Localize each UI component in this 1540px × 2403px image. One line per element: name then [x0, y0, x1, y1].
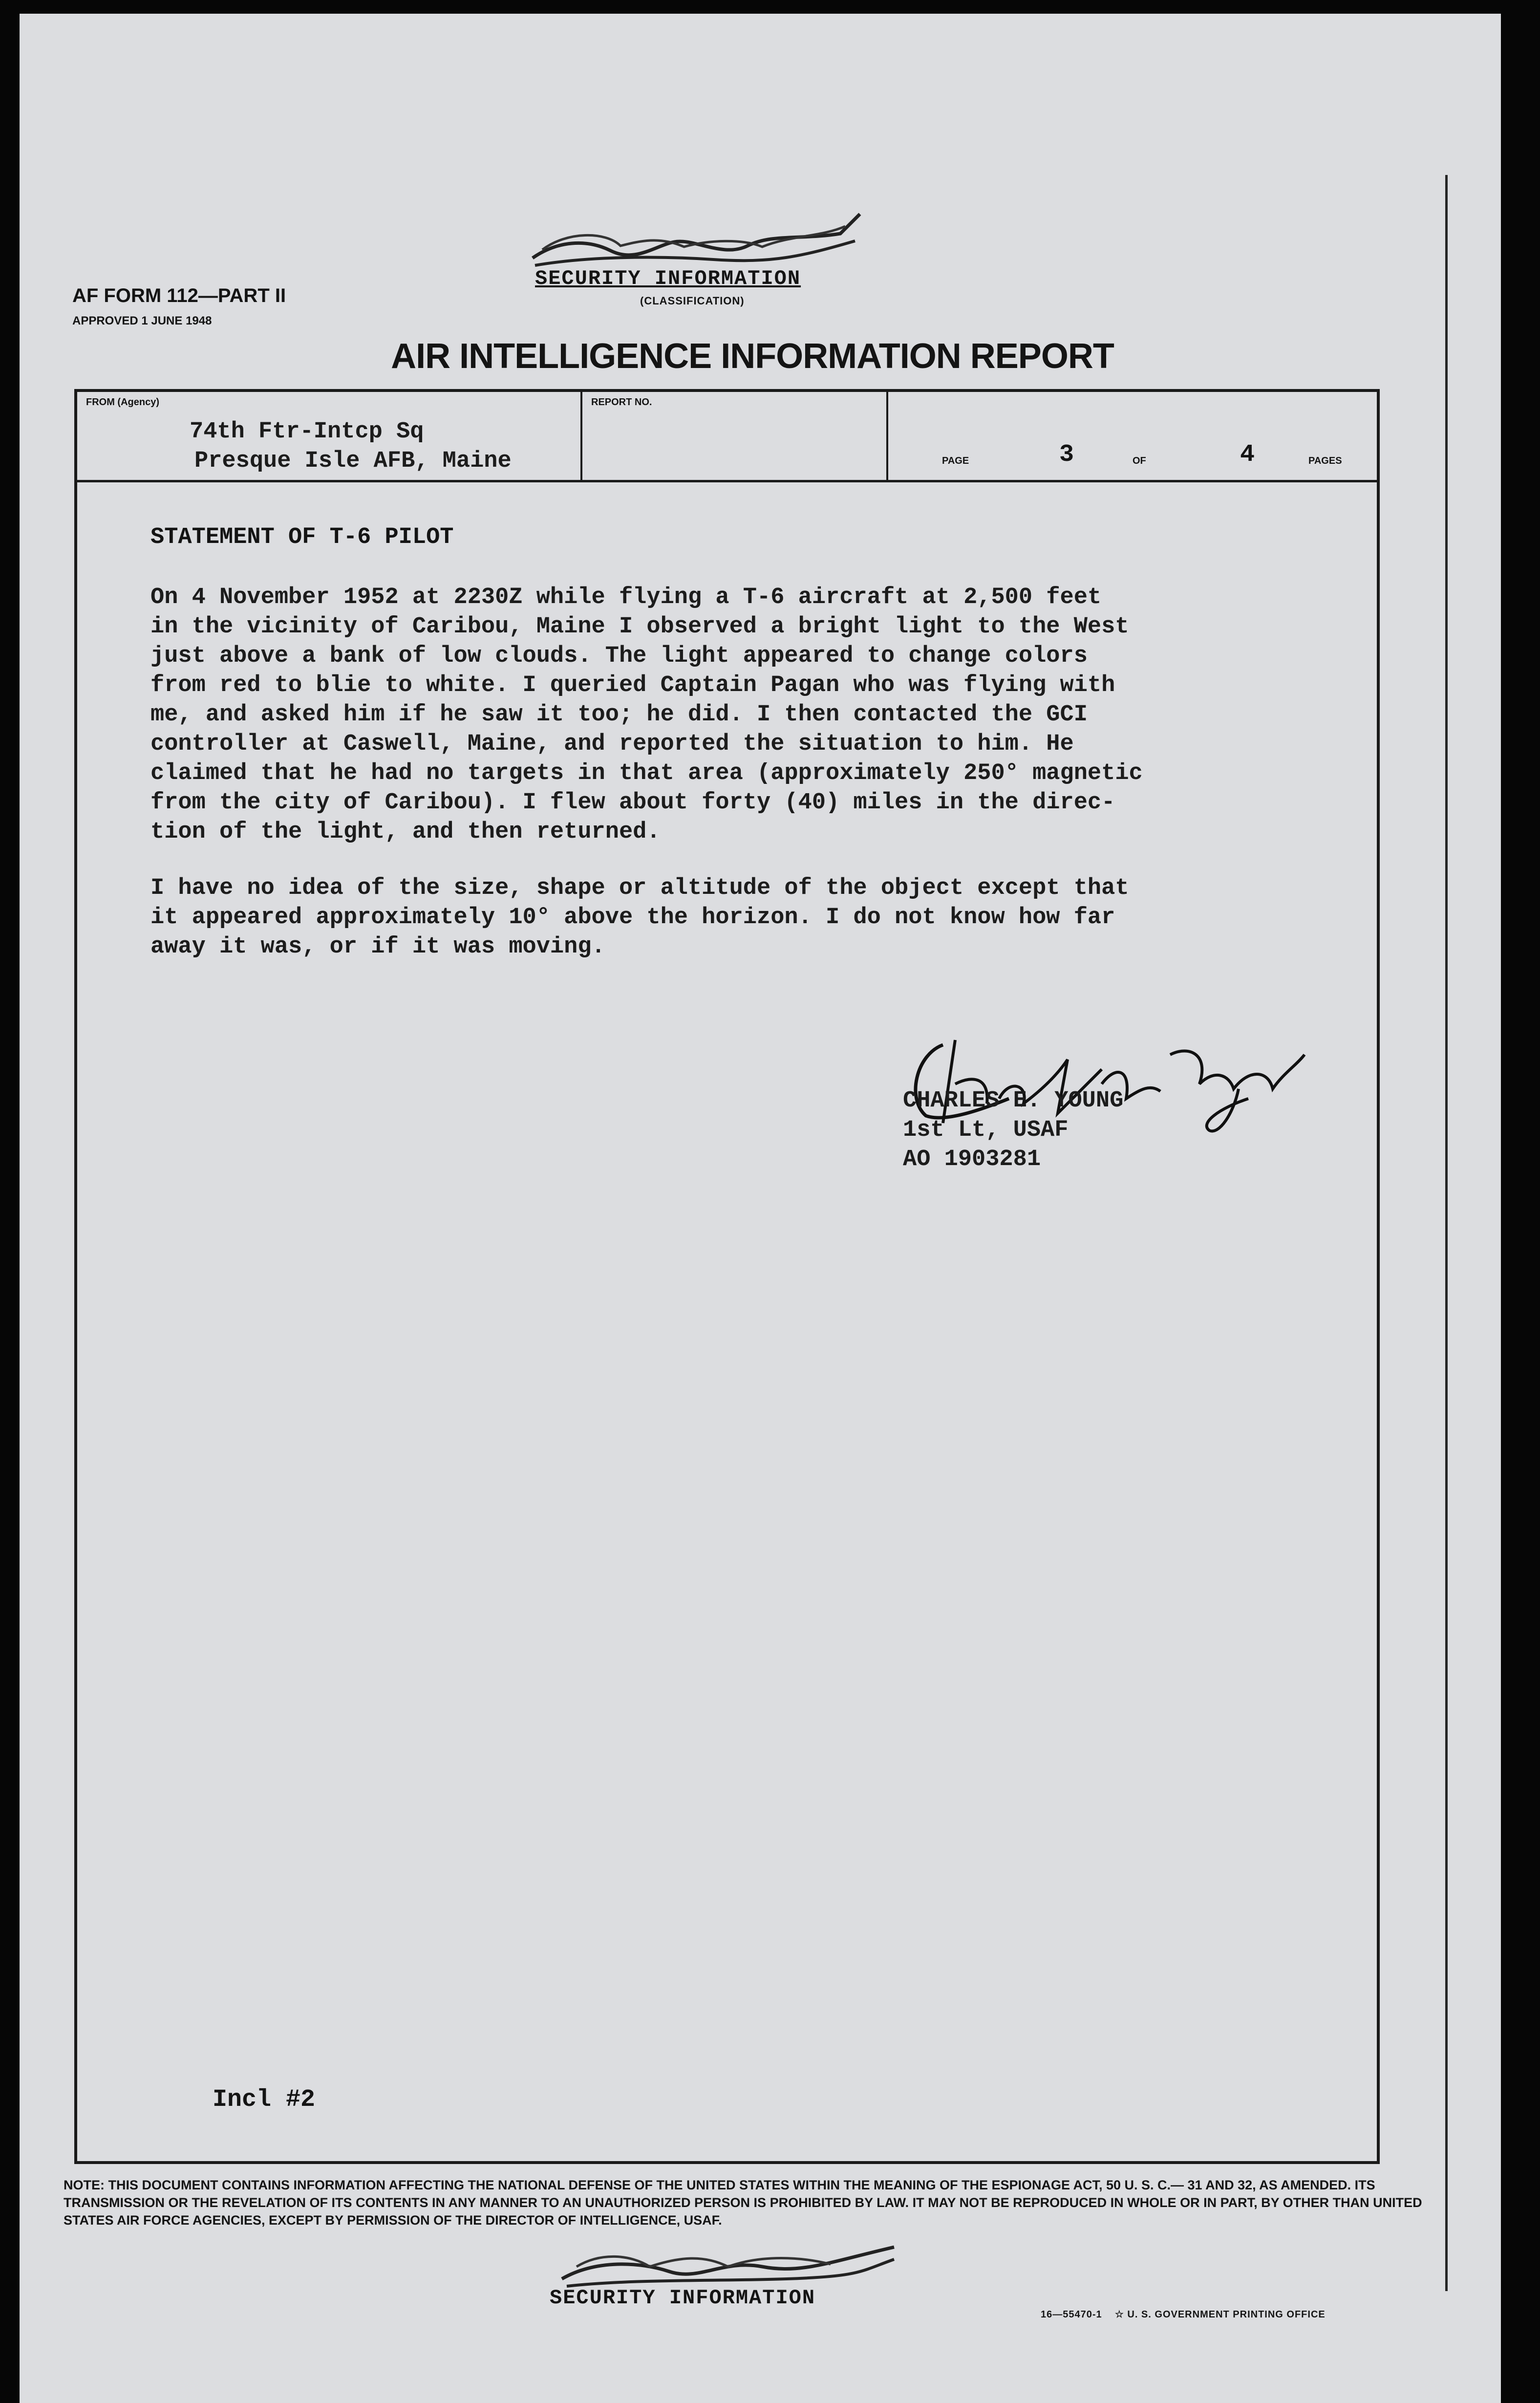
page-count-cell: [888, 392, 1377, 480]
page-number: 3: [1059, 441, 1074, 469]
report-title: AIR INTELLIGENCE INFORMATION REPORT: [391, 337, 1114, 376]
total-pages: 4: [1240, 441, 1255, 469]
inclosure-label: Incl #2: [213, 2086, 316, 2114]
paragraph-line: tion of the light, and then returned.: [150, 819, 661, 845]
page-edge-rule: [1445, 175, 1448, 2291]
paragraph-line: just above a bank of low clouds. The light appeared to change colors: [150, 643, 1088, 669]
top-security-stamp: SECURITY INFORMATION: [535, 267, 801, 290]
paragraph-line: I have no idea of the size, shape or altitude of the object except that: [150, 875, 1129, 901]
page-caption: PAGE: [942, 455, 969, 466]
print-info: [1041, 2308, 1326, 2320]
report-header-row: [77, 392, 1377, 482]
bottom-security-stamp: SECURITY INFORMATION: [550, 2286, 816, 2310]
printing-office: ☆ U. S. GOVERNMENT PRINTING OFFICE: [1114, 2309, 1326, 2320]
document-page: [20, 14, 1501, 2403]
signer-name: CHARLES E. YOUNG: [903, 1088, 1124, 1114]
from-agency-line1: 74th Ftr-Intcp Sq: [190, 419, 424, 445]
note-text: THIS DOCUMENT CONTAINS INFORMATION AFFECTING THE NATIONAL DEFENSE OF THE UNITED STATES WITHIN THE MEANING OF THE ESPIONAGE ACT, 50 U. S. C.— 31 AND 32, AS AMENDED. ITS TRANSMISSION OR THE REVELATION OF ITS CONTENTS IN ANY MANNER TO AN UNAUTHORIZED PERSON IS PROHIBITED BY LAW. IT MAY NOT BE REPRODUCED IN WHOLE OR IN PART, BY OTHER THAN UNITED STATES AIR FORCE AGENCIES, EXCEPT BY PERMISSION OF THE DIRECTOR OF INTELLIGENCE, USAF.: [64, 2178, 1422, 2228]
paragraph-line: in the vicinity of Caribou, Maine I observed a bright light to the West: [150, 614, 1129, 640]
paragraph-line: from the city of Caribou). I flew about forty (40) miles in the direc-: [150, 790, 1115, 816]
paragraph-line: away it was, or if it was moving.: [150, 934, 605, 960]
statement-title: STATEMENT OF T-6 PILOT: [150, 524, 454, 550]
legal-notice: [64, 2176, 1432, 2229]
signer-serial: AO 1903281: [903, 1147, 1041, 1172]
classification-caption: (CLASSIFICATION): [640, 295, 745, 307]
from-caption: FROM (Agency): [86, 397, 159, 408]
signer-rank: 1st Lt, USAF: [903, 1117, 1069, 1143]
of-caption: OF: [1133, 455, 1146, 466]
report-no-caption: REPORT NO.: [591, 397, 652, 408]
report-number-cell: [582, 392, 888, 480]
paragraph-line: me, and asked him if he saw it too; he did. I then contacted the GCI: [150, 702, 1088, 728]
paragraph-line: On 4 November 1952 at 2230Z while flying a T-6 aircraft at 2,500 feet: [150, 585, 1102, 610]
pages-caption: PAGES: [1308, 455, 1342, 466]
paragraph-line: it appeared approximately 10° above the horizon. I do not know how far: [150, 905, 1115, 931]
note-label: NOTE:: [64, 2178, 105, 2192]
statement-paragraph-2: [150, 874, 1323, 962]
from-agency-cell: [77, 392, 582, 480]
statement-paragraph-1: [150, 583, 1323, 847]
signature-block: [903, 1086, 1123, 1174]
paragraph-line: controller at Caswell, Maine, and reported the situation to him. He: [150, 731, 1074, 757]
paragraph-line: from red to blie to white. I queried Captain Pagan who was flying with: [150, 672, 1115, 698]
form-approved-date: APPROVED 1 JUNE 1948: [72, 314, 212, 327]
form-number: AF FORM 112—PART II: [72, 285, 286, 306]
paragraph-line: claimed that he had no targets in that area (approximately 250° magnetic: [150, 760, 1143, 786]
from-agency-line2: Presque Isle AFB, Maine: [194, 448, 512, 474]
form-print-number: 16—55470-1: [1041, 2309, 1102, 2320]
